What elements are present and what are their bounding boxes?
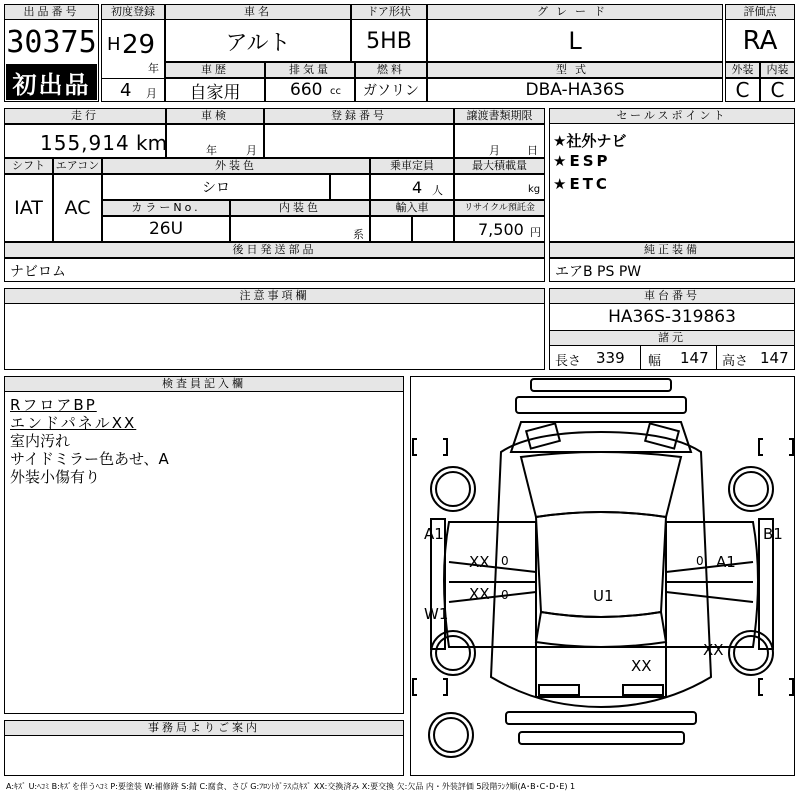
recycle-unit: 円	[530, 226, 541, 239]
mark-u1: U1	[593, 587, 614, 605]
inspection-month-unit: 月	[246, 144, 257, 157]
mark-xx: XX	[631, 657, 652, 675]
interior-grade-label: 内装	[760, 62, 795, 78]
inspector-label: 検査員記入欄	[4, 376, 404, 392]
divider	[716, 346, 717, 370]
grade-value: L	[568, 27, 582, 55]
specs-width-label: 幅	[648, 354, 662, 369]
lot-number: 30375	[6, 24, 97, 60]
shift-value: IAT	[14, 197, 43, 219]
car-name-label: 車名	[165, 4, 351, 20]
later-parts-value: ナビロム	[10, 264, 66, 280]
inspection-year-unit: 年	[206, 144, 217, 157]
capacity-value: 4	[412, 178, 423, 197]
office-label: 事務局よりご案内	[4, 720, 404, 736]
aircon-label: エアコン	[53, 158, 102, 174]
car-name-value: アルト	[225, 30, 291, 56]
mark-a1-left: A1	[424, 525, 444, 543]
transfer-month-unit: 月	[489, 144, 500, 157]
rating-label: 評価点	[725, 4, 795, 20]
mark-xx: XX	[469, 553, 490, 571]
chassis-label: 車台番号	[549, 288, 795, 304]
exterior-color-extra	[330, 174, 370, 200]
mark-w1-left: W1	[424, 605, 449, 623]
month-unit: 月	[146, 87, 157, 100]
grade-label: グレード	[427, 4, 723, 20]
later-parts-cell	[4, 258, 545, 282]
registration-year: 29	[122, 30, 156, 60]
sales-point-item: ★社外ナビ	[553, 132, 627, 150]
aircon-value: AC	[64, 197, 91, 219]
mileage-unit: km	[136, 131, 168, 155]
recycle-value: 7,500	[478, 220, 524, 239]
mark-zero: 0	[501, 554, 509, 568]
capacity-label: 乗車定員	[370, 158, 454, 174]
displacement-unit: cc	[330, 86, 341, 97]
model-code-value: DBA-HA36S	[525, 80, 625, 100]
door-type-label: ドア形状	[351, 4, 427, 20]
interior-color-cell	[230, 216, 370, 242]
recycle-label: リサイクル預託金	[454, 200, 545, 216]
rating-value: RA	[742, 26, 778, 56]
mileage-label: 走行	[4, 108, 166, 124]
max-load-unit: kg	[528, 184, 541, 195]
inspector-line: 外装小傷有り	[10, 468, 101, 486]
displacement-label: 排気量	[265, 62, 355, 78]
displacement-value: 660	[290, 80, 323, 100]
import-car-cell-2	[412, 216, 454, 242]
legend: A:ｷｽﾞ U:ﾍｺﾐ B:ｷｽﾞを伴うﾍｺﾐ P:要塗装 W:補修跡 S:錆 C:腐食、さび G:ﾌﾛﾝﾄｶﾞﾗｽ点ｷｽﾞ XX:交換済み X:要交換 欠:欠品 内・外装評価 5段階ﾗﾝｸ順(A･B･C･D･E) 1	[6, 782, 576, 791]
inspector-line: サイドミラー色あせ、A	[10, 450, 169, 468]
mark-b1-right: B1	[763, 525, 783, 543]
sales-points-label: セールスポイント	[549, 108, 795, 124]
fuel-label: 燃料	[355, 62, 427, 78]
lot-label: 出品番号	[4, 4, 99, 20]
sales-point-item: ★ETC	[553, 175, 610, 193]
genuine-equipment-label: 純正装備	[549, 242, 795, 258]
history-value: 自家用	[189, 82, 241, 103]
import-car-cell	[370, 216, 412, 242]
interior-color-unit: 系	[353, 228, 364, 241]
registration-number-cell	[264, 124, 454, 158]
mark-xx: XX	[469, 585, 490, 603]
interior-grade-value: C	[770, 78, 785, 102]
registration-month: 4	[120, 80, 132, 101]
mark-zero: 0	[501, 588, 509, 602]
exterior-grade-value: C	[735, 78, 750, 102]
color-no-label: カラーNo.	[102, 200, 230, 216]
notes-label: 注意事項欄	[4, 288, 545, 304]
transfer-deadline-label: 譲渡書類期限	[454, 108, 545, 124]
specs-length-label: 長さ	[555, 354, 582, 369]
divider	[640, 346, 641, 370]
exterior-grade-label: 外装	[725, 62, 760, 78]
inspector-line: エンドパネルXX	[10, 414, 137, 432]
exterior-color-value: シロ	[202, 180, 230, 196]
registration-number-label: 登録番号	[264, 108, 454, 124]
fuel-value: ガソリン	[363, 83, 419, 99]
divider	[101, 78, 165, 79]
inspector-line: 室内汚れ	[10, 432, 71, 450]
specs-width: 147	[680, 349, 709, 367]
mark-a1-right: A1	[716, 553, 736, 571]
year-unit: 年	[148, 62, 159, 75]
model-code-label: 型式	[427, 62, 723, 78]
color-no-value: 26U	[148, 219, 184, 239]
mark-zero: 0	[696, 554, 704, 568]
import-car-label: 輸入車	[370, 200, 454, 216]
car-diagram	[410, 376, 795, 776]
car-outline	[411, 377, 794, 775]
chassis-value: HA36S-319863	[608, 307, 736, 327]
capacity-unit: 人	[432, 184, 443, 197]
exterior-color-label: 外装色	[102, 158, 370, 174]
specs-height: 147	[760, 349, 789, 367]
shift-label: シフト	[4, 158, 53, 174]
sales-point-item: ★ESP	[553, 152, 611, 170]
interior-color-label: 内装色	[230, 200, 370, 216]
specs-height-label: 高さ	[722, 354, 749, 369]
first-registration-label: 初度登録	[101, 4, 165, 20]
later-parts-label: 後日発送部品	[4, 242, 545, 258]
inspector-line: RフロアBP	[10, 396, 97, 414]
specs-label: 諸元	[549, 330, 795, 346]
first-listing-badge: 初出品	[6, 64, 97, 100]
door-type-value: 5HB	[366, 28, 412, 54]
mark-xx: XX	[703, 641, 724, 659]
max-load-label: 最大積載量	[454, 158, 545, 174]
era: H	[107, 34, 121, 55]
inspection-label: 車検	[166, 108, 264, 124]
specs-length: 339	[596, 349, 625, 367]
mileage-value: 155,914	[40, 131, 130, 155]
genuine-equipment-value: エアB PS PW	[555, 264, 642, 280]
history-label: 車歴	[165, 62, 265, 78]
transfer-day-unit: 日	[527, 144, 538, 157]
